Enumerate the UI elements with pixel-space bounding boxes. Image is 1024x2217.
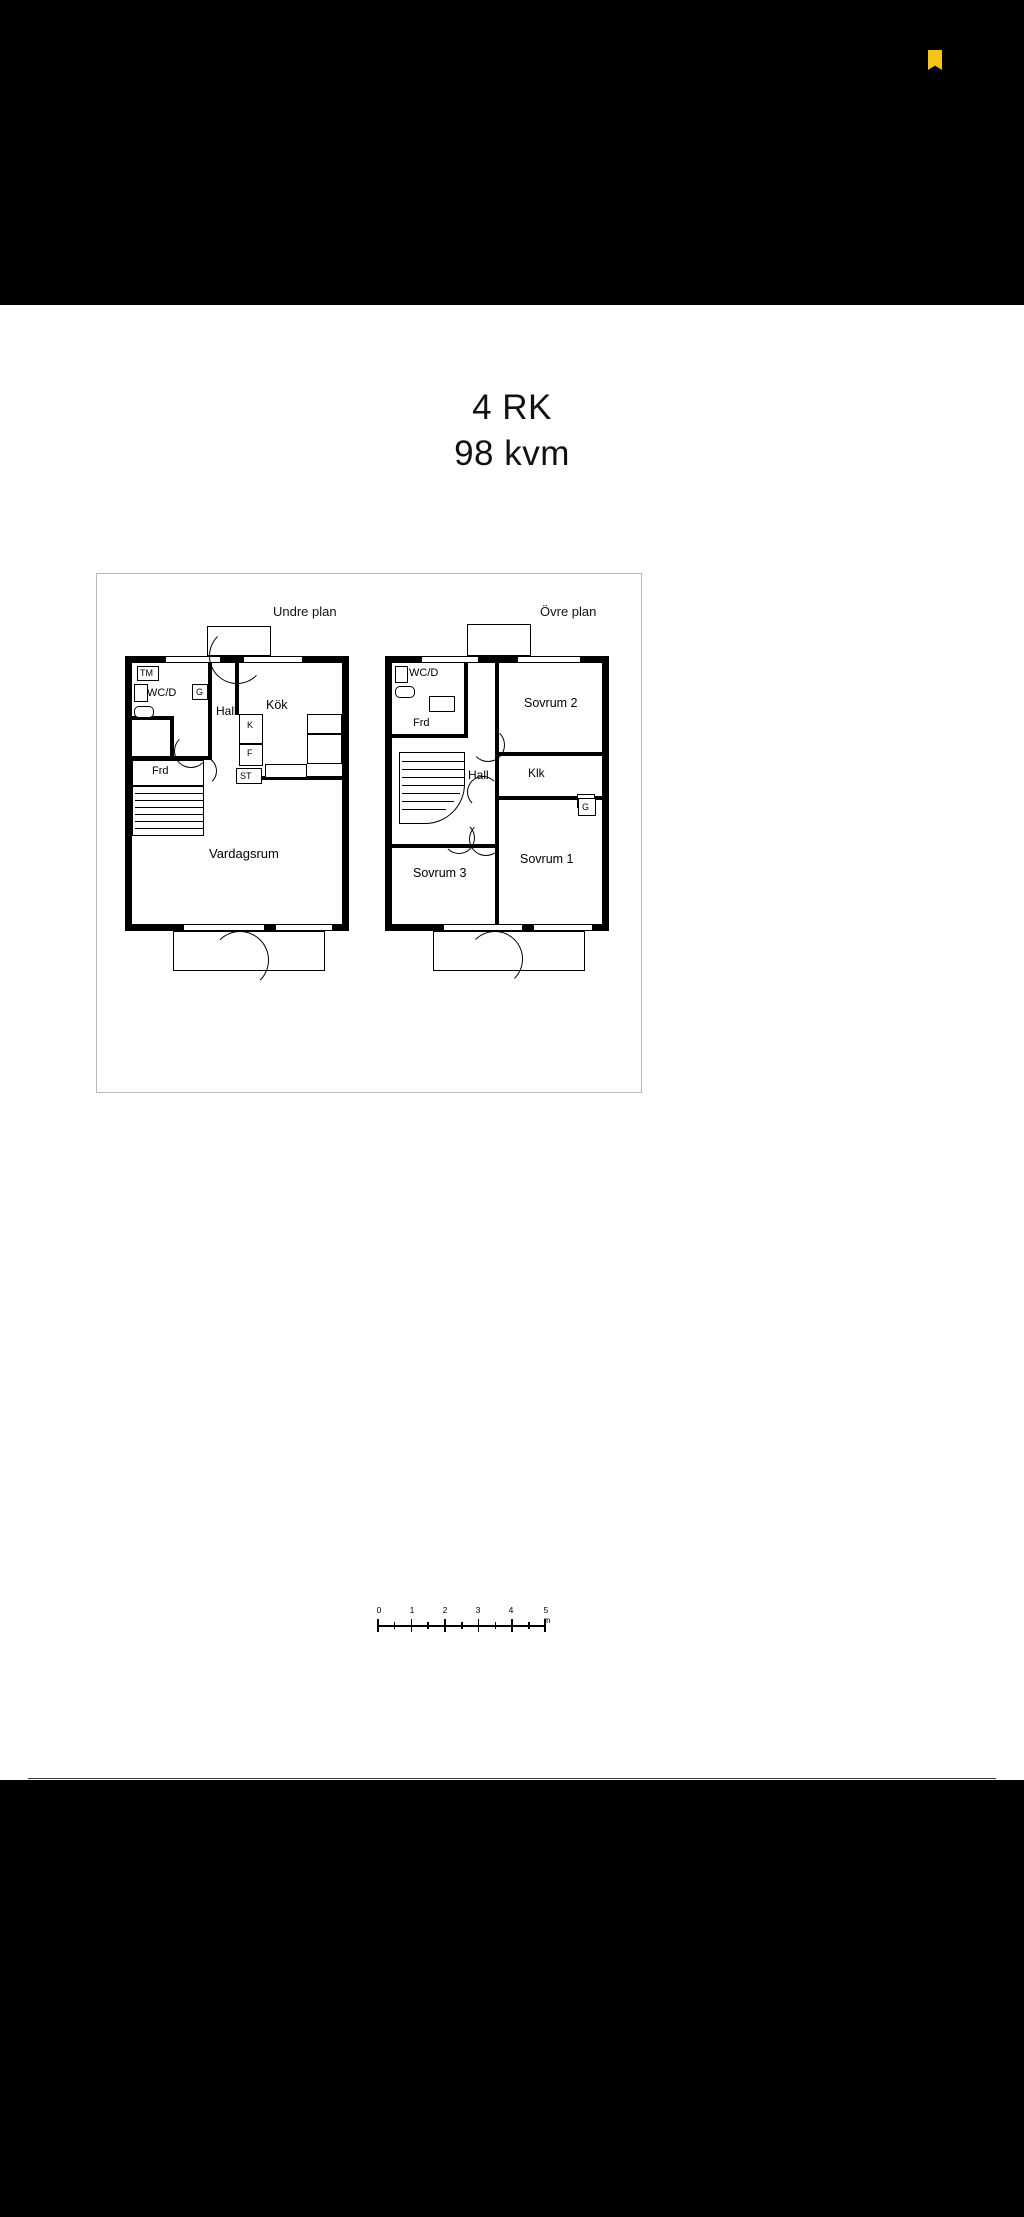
lower-floor-plan [125, 656, 349, 931]
scale-label-0: 0 [376, 1605, 382, 1615]
wc-appliance-upper [429, 696, 455, 712]
wall-frd-bottom-upper [392, 734, 464, 738]
scale-label-1: 1 [409, 1605, 415, 1615]
wall-left-upper [385, 656, 392, 931]
sovrum2-door-arc [471, 728, 505, 762]
wall-right-upper [602, 656, 609, 931]
klk-label: Klk [528, 766, 545, 780]
fixture-f-label: F [247, 748, 253, 758]
wall-wc-right-upper [464, 663, 468, 738]
bottom-letterbox-bar [0, 1780, 1024, 2217]
title-rooms: 4 RK [472, 388, 552, 427]
window-bottom-right [275, 924, 333, 931]
wall-right [342, 656, 349, 931]
klk-door-arc [467, 776, 499, 808]
wc-sink-upper [395, 686, 415, 698]
fixture-wc-small-box [134, 684, 148, 702]
fixture-k-label: K [247, 720, 254, 730]
window-top-right-upper [517, 656, 581, 663]
living-room-label: Vardagsrum [209, 846, 279, 861]
scale-label-2: 2 [442, 1605, 448, 1615]
upper-floor-caption: Övre plan [540, 604, 597, 619]
scale-label-5m: 5 m [543, 1605, 551, 1625]
fixture-st-label: ST [240, 771, 252, 781]
stairs-upper [399, 752, 465, 824]
sovrum3-label: Sovrum 3 [413, 866, 467, 880]
scale-label-3: 3 [475, 1605, 481, 1615]
document-page [0, 305, 1024, 1780]
interior-wall-wc-vertical [208, 663, 212, 760]
window-bottom-right-upper [533, 924, 593, 931]
window-top-left-upper [421, 656, 479, 663]
page-title [0, 385, 1024, 477]
frd-door-arc [187, 756, 217, 786]
top-letterbox-bar [0, 0, 1024, 305]
sink-basin [134, 706, 154, 718]
lower-frd-label: Frd [152, 765, 169, 777]
kitchen-counter-bottom [307, 734, 342, 764]
fixture-g-label-lower: G [196, 687, 204, 697]
kitchen-island [265, 764, 307, 778]
wc-toilet-upper [395, 666, 408, 683]
title-area: 98 kvm [454, 434, 570, 473]
upper-floor-plan [385, 656, 609, 931]
roof-outline-upper [467, 624, 531, 656]
fixture-tm-label: TM [140, 668, 153, 678]
upper-hall-label: Hall [468, 768, 489, 782]
kitchen-label: Kök [266, 698, 288, 712]
sovrum1-label: Sovrum 1 [520, 852, 574, 866]
kitchen-counter-top [307, 714, 342, 734]
lower-hall-label: Hall [216, 704, 237, 718]
upper-wc-label: WC/D [409, 667, 439, 679]
balcony-door-arc [467, 931, 523, 987]
page-bottom-edge [28, 1778, 996, 1779]
terrace-door-swing-arc [211, 931, 269, 989]
bookmark-icon[interactable] [928, 50, 942, 70]
sovrum3-door-arc [443, 822, 475, 854]
sovrum2-label: Sovrum 2 [524, 696, 578, 710]
lower-floor-caption: Undre plan [273, 604, 337, 619]
window-bottom-left-upper [443, 924, 523, 931]
window-bottom-left [183, 924, 265, 931]
wall-sovrum2-bottom [499, 752, 602, 756]
scale-label-4: 4 [508, 1605, 514, 1615]
floorplan-card [96, 573, 642, 1625]
wall-left [125, 656, 132, 931]
lower-wc-label: WC/D [147, 687, 177, 699]
stairs-lower [132, 786, 204, 836]
upper-frd-label: Frd [413, 717, 430, 729]
fixture-g-label-upper: G [582, 802, 590, 812]
